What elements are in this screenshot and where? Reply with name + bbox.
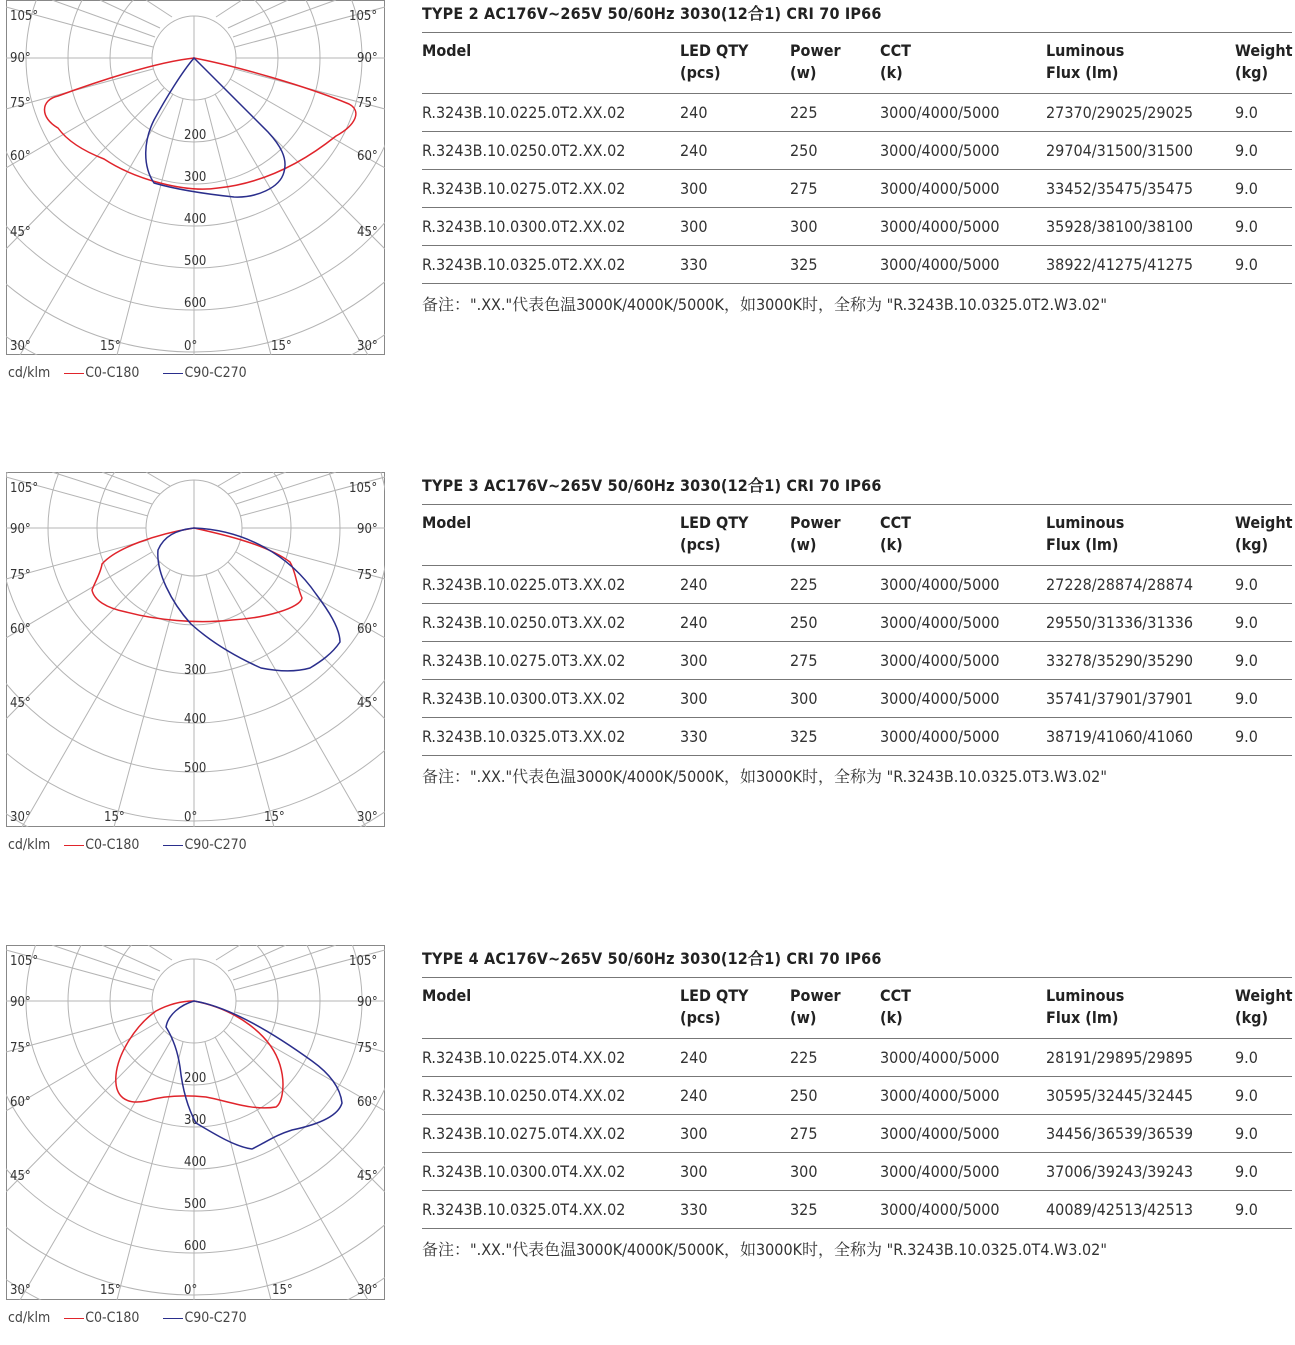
header-cct-unit: (k) bbox=[880, 63, 903, 82]
polar-diagram bbox=[6, 472, 385, 827]
header-flux-unit: Flux (lm) bbox=[1046, 63, 1119, 82]
header-weight bbox=[1235, 33, 1292, 94]
spec-table bbox=[422, 977, 1292, 1229]
header-weight-unit: (kg) bbox=[1235, 535, 1269, 554]
cell-weight: 9.0 bbox=[1235, 1039, 1292, 1077]
legend-swatch-blue bbox=[163, 1318, 183, 1319]
cell-power: 250 bbox=[790, 1077, 880, 1115]
polar-svg bbox=[6, 945, 385, 1300]
cell-cct: 3000/4000/5000 bbox=[880, 566, 1046, 604]
cell-model: R.3243B.10.0275.0T4.XX.02 bbox=[422, 1115, 680, 1153]
header-model-label: Model bbox=[422, 513, 472, 532]
header-led-qty-unit: (pcs) bbox=[680, 63, 721, 82]
angle-label-60-left: 60° bbox=[10, 1095, 31, 1110]
cell-led-qty: 300 bbox=[680, 208, 790, 246]
header-flux bbox=[1046, 978, 1235, 1039]
table-row bbox=[422, 1153, 1292, 1191]
header-led-qty-label: LED QTY bbox=[680, 41, 749, 60]
cell-power: 325 bbox=[790, 718, 880, 756]
cell-led-qty: 240 bbox=[680, 1039, 790, 1077]
angle-label-90-right: 90° bbox=[357, 51, 378, 66]
header-power-unit: (w) bbox=[790, 1008, 817, 1027]
angle-label-0: 0° bbox=[184, 810, 198, 825]
cell-cct: 3000/4000/5000 bbox=[880, 94, 1046, 132]
angle-label-75-right: 75° bbox=[357, 96, 378, 111]
radial-label: 400 bbox=[184, 212, 207, 227]
angle-label-75-left: 75° bbox=[10, 568, 31, 583]
legend-label-c90: C90-C270 bbox=[184, 1310, 247, 1326]
cell-weight: 9.0 bbox=[1235, 1077, 1292, 1115]
header-led-qty-label: LED QTY bbox=[680, 986, 749, 1005]
header-cct bbox=[880, 978, 1046, 1039]
angle-label-75-right: 75° bbox=[357, 1041, 378, 1056]
cell-model: R.3243B.10.0300.0T2.XX.02 bbox=[422, 208, 680, 246]
table-row bbox=[422, 642, 1292, 680]
table-row bbox=[422, 718, 1292, 756]
header-power-label: Power bbox=[790, 986, 841, 1005]
legend-label-c90: C90-C270 bbox=[184, 365, 247, 381]
cell-cct: 3000/4000/5000 bbox=[880, 208, 1046, 246]
header-flux bbox=[1046, 505, 1235, 566]
section-title: TYPE 3 AC176V~265V 50/60Hz 3030(12合1) CRI 70 IP66 bbox=[422, 476, 882, 495]
radial-label: 500 bbox=[184, 1197, 207, 1212]
cell-flux: 38922/41275/41275 bbox=[1046, 246, 1235, 284]
header-flux-label: Luminous bbox=[1046, 41, 1125, 60]
legend-unit: cd/klm bbox=[8, 1310, 51, 1326]
header-led-qty bbox=[680, 978, 790, 1039]
angle-label-75-left: 75° bbox=[10, 1041, 31, 1056]
cell-flux: 38719/41060/41060 bbox=[1046, 718, 1235, 756]
radial-label: 300 bbox=[184, 1113, 207, 1128]
legend-label-c0: C0-C180 bbox=[85, 1310, 140, 1326]
cell-flux: 27370/29025/29025 bbox=[1046, 94, 1235, 132]
cell-model: R.3243B.10.0325.0T2.XX.02 bbox=[422, 246, 680, 284]
remark-note: 备注：".XX."代表色温3000K/4000K/5000K，如3000K时，全称为 "R.3243B.10.0325.0T4.W3.02" bbox=[422, 1240, 1107, 1259]
header-model-label: Model bbox=[422, 986, 472, 1005]
legend-item-c90 bbox=[163, 837, 246, 853]
table-header-row bbox=[422, 33, 1292, 94]
section-title: TYPE 4 AC176V~265V 50/60Hz 3030(12合1) CRI 70 IP66 bbox=[422, 949, 882, 968]
legend-unit: cd/klm bbox=[8, 837, 51, 853]
table-row bbox=[422, 680, 1292, 718]
spec-panel bbox=[422, 475, 1292, 787]
header-flux-label: Luminous bbox=[1046, 513, 1125, 532]
cell-led-qty: 330 bbox=[680, 1191, 790, 1229]
cell-model: R.3243B.10.0250.0T3.XX.02 bbox=[422, 604, 680, 642]
cell-power: 300 bbox=[790, 208, 880, 246]
radial-label: 500 bbox=[184, 254, 207, 269]
header-flux-label: Luminous bbox=[1046, 986, 1125, 1005]
table-row bbox=[422, 604, 1292, 642]
cell-weight: 9.0 bbox=[1235, 1191, 1292, 1229]
angle-label-15-right: 15° bbox=[272, 1283, 293, 1298]
cell-weight: 9.0 bbox=[1235, 1115, 1292, 1153]
header-model bbox=[422, 33, 680, 94]
cell-weight: 9.0 bbox=[1235, 132, 1292, 170]
angle-label-0: 0° bbox=[184, 339, 198, 354]
legend-swatch-red bbox=[64, 1318, 84, 1319]
header-weight-unit: (kg) bbox=[1235, 63, 1269, 82]
cell-model: R.3243B.10.0275.0T2.XX.02 bbox=[422, 170, 680, 208]
cell-flux: 34456/36539/36539 bbox=[1046, 1115, 1235, 1153]
cell-weight: 9.0 bbox=[1235, 246, 1292, 284]
angle-label-105-right: 105° bbox=[349, 9, 378, 24]
angle-label-30-right: 30° bbox=[357, 1283, 378, 1298]
legend-swatch-blue bbox=[163, 373, 183, 374]
angle-label-105-left: 105° bbox=[10, 954, 39, 969]
cell-power: 275 bbox=[790, 170, 880, 208]
header-power bbox=[790, 978, 880, 1039]
cell-model: R.3243B.10.0225.0T2.XX.02 bbox=[422, 94, 680, 132]
cell-flux: 28191/29895/29895 bbox=[1046, 1039, 1235, 1077]
cell-led-qty: 330 bbox=[680, 246, 790, 284]
radial-label: 300 bbox=[184, 170, 207, 185]
header-model-label: Model bbox=[422, 41, 472, 60]
header-power bbox=[790, 33, 880, 94]
remark-note: 备注：".XX."代表色温3000K/4000K/5000K，如3000K时，全称为 "R.3243B.10.0325.0T2.W3.02" bbox=[422, 295, 1107, 314]
legend-swatch-red bbox=[64, 845, 84, 846]
spec-table bbox=[422, 32, 1292, 284]
legend-item-c0 bbox=[64, 837, 139, 853]
angle-label-15-left: 15° bbox=[104, 810, 125, 825]
angle-label-15-left: 15° bbox=[100, 1283, 121, 1298]
angle-label-30-left: 30° bbox=[10, 339, 31, 354]
radial-label: 600 bbox=[184, 1239, 207, 1254]
header-model bbox=[422, 505, 680, 566]
cell-weight: 9.0 bbox=[1235, 680, 1292, 718]
cell-flux: 29550/31336/31336 bbox=[1046, 604, 1235, 642]
section-type-2 bbox=[0, 0, 1295, 400]
angle-label-45-right: 45° bbox=[357, 696, 378, 711]
cell-cct: 3000/4000/5000 bbox=[880, 1039, 1046, 1077]
table-row bbox=[422, 94, 1292, 132]
header-power-unit: (w) bbox=[790, 535, 817, 554]
angle-label-90-right: 90° bbox=[357, 522, 378, 537]
angle-label-45-left: 45° bbox=[10, 696, 31, 711]
radial-label: 600 bbox=[184, 296, 207, 311]
cell-cct: 3000/4000/5000 bbox=[880, 170, 1046, 208]
cell-flux: 40089/42513/42513 bbox=[1046, 1191, 1235, 1229]
header-model bbox=[422, 978, 680, 1039]
cell-power: 250 bbox=[790, 132, 880, 170]
table-row bbox=[422, 246, 1292, 284]
angle-label-105-right: 105° bbox=[349, 481, 378, 496]
cell-power: 275 bbox=[790, 642, 880, 680]
angle-label-45-left: 45° bbox=[10, 225, 31, 240]
header-led-qty bbox=[680, 505, 790, 566]
header-led-qty-unit: (pcs) bbox=[680, 535, 721, 554]
cell-model: R.3243B.10.0300.0T4.XX.02 bbox=[422, 1153, 680, 1191]
cell-flux: 35741/37901/37901 bbox=[1046, 680, 1235, 718]
table-row bbox=[422, 1115, 1292, 1153]
angle-label-15-right: 15° bbox=[264, 810, 285, 825]
legend-label-c0: C0-C180 bbox=[85, 837, 140, 853]
polar-svg bbox=[6, 0, 385, 355]
radial-label: 200 bbox=[184, 128, 207, 143]
cell-weight: 9.0 bbox=[1235, 208, 1292, 246]
table-row bbox=[422, 1039, 1292, 1077]
cell-cct: 3000/4000/5000 bbox=[880, 1191, 1046, 1229]
cell-led-qty: 300 bbox=[680, 642, 790, 680]
cell-led-qty: 300 bbox=[680, 1153, 790, 1191]
table-row bbox=[422, 566, 1292, 604]
radial-label: 400 bbox=[184, 712, 207, 727]
header-led-qty bbox=[680, 33, 790, 94]
cell-power: 325 bbox=[790, 246, 880, 284]
table-row bbox=[422, 1077, 1292, 1115]
header-cct bbox=[880, 33, 1046, 94]
table-row bbox=[422, 1191, 1292, 1229]
chart-legend bbox=[8, 1308, 271, 1328]
cell-weight: 9.0 bbox=[1235, 94, 1292, 132]
cell-cct: 3000/4000/5000 bbox=[880, 1077, 1046, 1115]
cell-power: 300 bbox=[790, 680, 880, 718]
header-weight-unit: (kg) bbox=[1235, 1008, 1269, 1027]
cell-power: 225 bbox=[790, 94, 880, 132]
cell-cct: 3000/4000/5000 bbox=[880, 604, 1046, 642]
cell-led-qty: 300 bbox=[680, 170, 790, 208]
header-cct-label: CCT bbox=[880, 513, 911, 532]
angle-label-30-right: 30° bbox=[357, 810, 378, 825]
legend-unit: cd/klm bbox=[8, 365, 51, 381]
cell-cct: 3000/4000/5000 bbox=[880, 246, 1046, 284]
legend-swatch-red bbox=[64, 373, 84, 374]
table-header-row bbox=[422, 505, 1292, 566]
cell-led-qty: 240 bbox=[680, 132, 790, 170]
spec-table bbox=[422, 504, 1292, 756]
angle-label-15-right: 15° bbox=[271, 339, 292, 354]
section-title: TYPE 2 AC176V~265V 50/60Hz 3030(12合1) CRI 70 IP66 bbox=[422, 4, 882, 23]
cell-model: R.3243B.10.0300.0T3.XX.02 bbox=[422, 680, 680, 718]
angle-label-105-right: 105° bbox=[349, 954, 378, 969]
cell-weight: 9.0 bbox=[1235, 718, 1292, 756]
angle-label-90-left: 90° bbox=[10, 995, 31, 1010]
cell-cct: 3000/4000/5000 bbox=[880, 642, 1046, 680]
cell-weight: 9.0 bbox=[1235, 170, 1292, 208]
header-flux-unit: Flux (lm) bbox=[1046, 535, 1119, 554]
angle-label-45-left: 45° bbox=[10, 1169, 31, 1184]
angle-label-30-left: 30° bbox=[10, 1283, 31, 1298]
cell-flux: 30595/32445/32445 bbox=[1046, 1077, 1235, 1115]
header-power-label: Power bbox=[790, 513, 841, 532]
cell-power: 225 bbox=[790, 566, 880, 604]
legend-item-c90 bbox=[163, 365, 246, 381]
table-row bbox=[422, 132, 1292, 170]
radial-label: 200 bbox=[184, 1071, 207, 1086]
cell-power: 225 bbox=[790, 1039, 880, 1077]
header-led-qty-label: LED QTY bbox=[680, 513, 749, 532]
cell-model: R.3243B.10.0325.0T3.XX.02 bbox=[422, 718, 680, 756]
cell-power: 275 bbox=[790, 1115, 880, 1153]
cell-flux: 33278/35290/35290 bbox=[1046, 642, 1235, 680]
angle-label-60-right: 60° bbox=[357, 1095, 378, 1110]
cell-led-qty: 240 bbox=[680, 94, 790, 132]
header-power-label: Power bbox=[790, 41, 841, 60]
header-weight-label: Weight bbox=[1235, 986, 1293, 1005]
cell-cct: 3000/4000/5000 bbox=[880, 680, 1046, 718]
angle-label-90-left: 90° bbox=[10, 51, 31, 66]
cell-led-qty: 240 bbox=[680, 566, 790, 604]
legend-item-c0 bbox=[64, 365, 139, 381]
polar-svg bbox=[6, 472, 385, 827]
angle-label-75-left: 75° bbox=[10, 96, 31, 111]
angle-label-90-right: 90° bbox=[357, 995, 378, 1010]
cell-power: 250 bbox=[790, 604, 880, 642]
header-weight-label: Weight bbox=[1235, 513, 1293, 532]
spec-panel bbox=[422, 3, 1292, 315]
angle-label-60-left: 60° bbox=[10, 149, 31, 164]
header-flux bbox=[1046, 33, 1235, 94]
header-cct-unit: (k) bbox=[880, 535, 903, 554]
legend-label-c0: C0-C180 bbox=[85, 365, 140, 381]
angle-label-15-left: 15° bbox=[100, 339, 121, 354]
cell-led-qty: 240 bbox=[680, 1077, 790, 1115]
cell-model: R.3243B.10.0250.0T4.XX.02 bbox=[422, 1077, 680, 1115]
angle-label-30-left: 30° bbox=[10, 810, 31, 825]
cell-flux: 29704/31500/31500 bbox=[1046, 132, 1235, 170]
cell-model: R.3243B.10.0250.0T2.XX.02 bbox=[422, 132, 680, 170]
header-weight bbox=[1235, 505, 1292, 566]
cell-cct: 3000/4000/5000 bbox=[880, 132, 1046, 170]
cell-flux: 35928/38100/38100 bbox=[1046, 208, 1235, 246]
polar-diagram bbox=[6, 0, 385, 355]
angle-label-30-right: 30° bbox=[357, 339, 378, 354]
cell-weight: 9.0 bbox=[1235, 566, 1292, 604]
legend-item-c0 bbox=[64, 1310, 139, 1326]
cell-model: R.3243B.10.0325.0T4.XX.02 bbox=[422, 1191, 680, 1229]
section-type-4 bbox=[0, 945, 1295, 1345]
header-power-unit: (w) bbox=[790, 63, 817, 82]
angle-label-0: 0° bbox=[184, 1283, 198, 1298]
header-flux-unit: Flux (lm) bbox=[1046, 1008, 1119, 1027]
cell-model: R.3243B.10.0275.0T3.XX.02 bbox=[422, 642, 680, 680]
cell-power: 300 bbox=[790, 1153, 880, 1191]
cell-flux: 37006/39243/39243 bbox=[1046, 1153, 1235, 1191]
cell-weight: 9.0 bbox=[1235, 642, 1292, 680]
cell-led-qty: 300 bbox=[680, 680, 790, 718]
cell-led-qty: 330 bbox=[680, 718, 790, 756]
angle-label-60-left: 60° bbox=[10, 622, 31, 637]
spec-panel bbox=[422, 948, 1292, 1260]
cell-cct: 3000/4000/5000 bbox=[880, 718, 1046, 756]
angle-label-90-left: 90° bbox=[10, 522, 31, 537]
cell-weight: 9.0 bbox=[1235, 1153, 1292, 1191]
header-cct-unit: (k) bbox=[880, 1008, 903, 1027]
angle-label-60-right: 60° bbox=[357, 622, 378, 637]
header-weight-label: Weight bbox=[1235, 41, 1293, 60]
angle-label-75-right: 75° bbox=[357, 568, 378, 583]
chart-legend bbox=[8, 363, 271, 383]
table-header-row bbox=[422, 978, 1292, 1039]
legend-label-c90: C90-C270 bbox=[184, 837, 247, 853]
cell-cct: 3000/4000/5000 bbox=[880, 1115, 1046, 1153]
header-cct-label: CCT bbox=[880, 986, 911, 1005]
cell-weight: 9.0 bbox=[1235, 604, 1292, 642]
angle-label-105-left: 105° bbox=[10, 481, 39, 496]
angle-label-105-left: 105° bbox=[10, 9, 39, 24]
radial-label: 400 bbox=[184, 1155, 207, 1170]
section-type-3 bbox=[0, 472, 1295, 872]
cell-led-qty: 240 bbox=[680, 604, 790, 642]
header-cct-label: CCT bbox=[880, 41, 911, 60]
angle-label-45-right: 45° bbox=[357, 225, 378, 240]
radial-label: 300 bbox=[184, 663, 207, 678]
header-weight bbox=[1235, 978, 1292, 1039]
cell-flux: 33452/35475/35475 bbox=[1046, 170, 1235, 208]
cell-power: 325 bbox=[790, 1191, 880, 1229]
radial-label: 500 bbox=[184, 761, 207, 776]
header-led-qty-unit: (pcs) bbox=[680, 1008, 721, 1027]
table-row bbox=[422, 170, 1292, 208]
cell-model: R.3243B.10.0225.0T3.XX.02 bbox=[422, 566, 680, 604]
cell-cct: 3000/4000/5000 bbox=[880, 1153, 1046, 1191]
chart-legend bbox=[8, 835, 271, 855]
header-power bbox=[790, 505, 880, 566]
angle-label-45-right: 45° bbox=[357, 1169, 378, 1184]
legend-item-c90 bbox=[163, 1310, 246, 1326]
polar-diagram bbox=[6, 945, 385, 1300]
cell-flux: 27228/28874/28874 bbox=[1046, 566, 1235, 604]
remark-note: 备注：".XX."代表色温3000K/4000K/5000K，如3000K时，全称为 "R.3243B.10.0325.0T3.W3.02" bbox=[422, 767, 1107, 786]
cell-model: R.3243B.10.0225.0T4.XX.02 bbox=[422, 1039, 680, 1077]
table-row bbox=[422, 208, 1292, 246]
cell-led-qty: 300 bbox=[680, 1115, 790, 1153]
header-cct bbox=[880, 505, 1046, 566]
angle-label-60-right: 60° bbox=[357, 149, 378, 164]
legend-swatch-blue bbox=[163, 845, 183, 846]
